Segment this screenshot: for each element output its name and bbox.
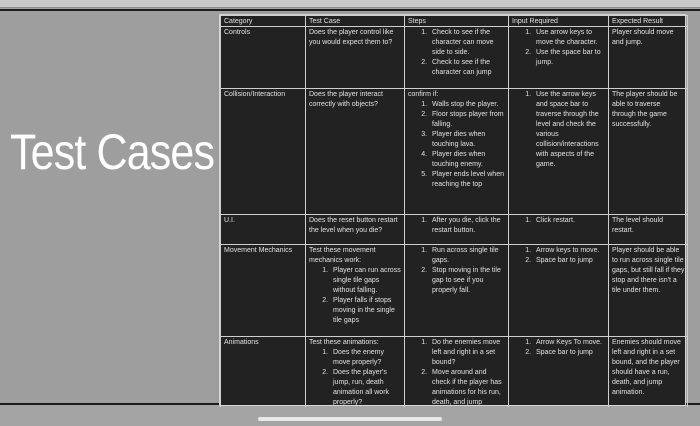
inputs-list [512,90,606,170]
header-input-required: Input Required [509,16,609,27]
step-item: 2. Move around and check if the player has animations for his run, death, and jump [429,368,506,418]
header-row [221,16,688,27]
cell-category: Movement Mechanics [221,245,306,337]
cell-input-required [509,215,609,245]
cell-expected-result: Player should be able to run across single tile gaps, but still fall if they stop and there isn't a tile under them. [609,245,688,337]
cell-test-case: Does the reset button restart the level when you die? [306,215,405,245]
header-test-case: Test Case [306,16,405,27]
test-case-list [309,266,402,326]
cell-expected-result: Player should move and jump. [609,27,688,89]
step-item: 3. Player dies when touching lava. [429,130,506,150]
step-item: 5. Player ends level when reaching the top [429,170,506,190]
cell-category: Controls [221,27,306,89]
cell-expected-result: Enemies should move left and right in a set bound, and the player should have a run, death, and jump animation. [609,337,688,419]
step-item: 1. After you die, click the restart button. [429,216,506,236]
table-row [221,89,688,215]
table-row [221,27,688,89]
inputs-list [512,338,606,358]
cell-steps [405,245,509,337]
steps-list [408,216,506,236]
input-item: 1. Arrow keys to move. [533,246,606,256]
steps-list [408,246,506,296]
input-item: 1. Use the arrow keys and space bar to traverse through the level and check the various collision/interactions with aspects of the game. [533,90,606,170]
window-top-bar [0,0,700,8]
input-item: 1. Use arrow keys to move the character. [533,28,606,48]
header-steps: Steps [405,16,509,27]
cell-test-case: Does the player control like you would expect them to? [306,27,405,89]
test-case-list [309,348,402,408]
cell-test-case [306,245,405,337]
horizontal-scrollbar[interactable] [258,417,442,421]
cell-category: Collision/Interaction [221,89,306,215]
step-item: 4. Player dies when touching enemy. [429,150,506,170]
input-item: 2. Space bar to jump [533,348,606,358]
header-expected-result: Expected Result [609,16,688,27]
input-item: 2. Space bar to jump [533,256,606,266]
cell-steps [405,215,509,245]
cell-test-case: Does the player interact correctly with objects? [306,89,405,215]
cell-input-required [509,89,609,215]
cell-input-required [509,27,609,89]
steps-list [408,338,506,418]
step-item: 2. Stop moving in the tile gap to see if you properly fall. [429,266,506,296]
cell-steps [405,27,509,89]
input-item: 1. Click restart. [533,216,606,226]
slide-title: Test Cases [10,124,215,180]
test-case-item: 2. Does the player's jump, run, death animation all work properly? [330,368,402,408]
step-item: 1. Do the enemies move left and right in a set bound? [429,338,506,368]
input-item: 2. Use the space bar to jump. [533,48,606,68]
step-item: 1. Walls stop the player. [429,100,506,110]
inputs-list [512,246,606,266]
inputs-list [512,216,606,226]
inputs-list [512,28,606,68]
header-category: Category [221,16,306,27]
test-cases-table [219,14,686,406]
test-case-item: 1. Does the enemy move properly? [330,348,402,368]
table-row [221,245,688,337]
test-case-item: 2. Player falls if stops moving in the single tile gaps [330,296,402,326]
cell-expected-result: The level should restart. [609,215,688,245]
cell-steps [405,89,509,215]
input-item: 1. Arrow Keys To move. [533,338,606,348]
step-item: 2. Check to see if the character can jump [429,58,506,78]
steps-list [408,100,506,190]
table-row [221,215,688,245]
cell-category: U.I. [221,215,306,245]
test-case-item: 1. Player can run across single tile gaps without falling. [330,266,402,296]
step-item: 2. Floor stops player from falling. [429,110,506,130]
step-item: 1. Run across single tile gaps. [429,246,506,266]
steps-list [408,28,506,78]
cell-input-required [509,245,609,337]
step-item: 1. Check to see if the character can move side to side. [429,28,506,58]
test-case-intro: Test these movement mechanics work: [309,247,376,264]
test-cases-grid [220,15,688,419]
cell-category: Animations [221,337,306,419]
slide-canvas [0,9,700,405]
cell-expected-result: The player should be able to traverse through the game successfully. [609,89,688,215]
test-case-intro: Test these animations: [309,339,379,346]
steps-intro: confirm if: [408,91,439,98]
